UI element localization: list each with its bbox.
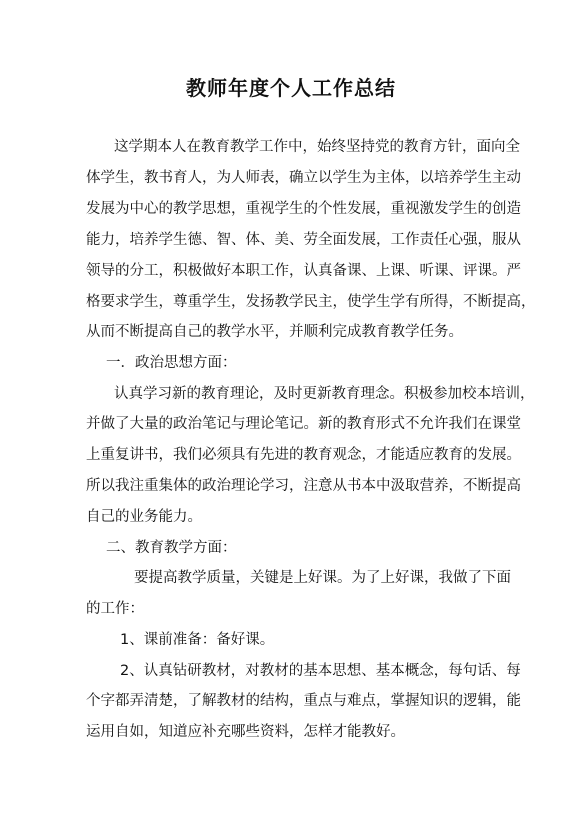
- list-item-prepare: 1、课前准备：备好课。: [120, 632, 275, 648]
- intro-line: 体学生，教书育人，为人师表，确立以学生为主体，以培养学生主动: [86, 170, 521, 186]
- list-item-study-line: 2、认真钻研教材，对教材的基本思想、基本概念，每句话、每: [120, 663, 521, 679]
- section-heading-politics: 一．政治思想方面：: [106, 355, 237, 371]
- section2-line: 的工作：: [86, 601, 144, 617]
- section2-line: 要提高教学质量，关键是上好课。为了上好课，我做了下面: [134, 570, 511, 586]
- list-item-study-line: 个字都弄清楚，了解教材的结构，重点与难点，掌握知识的逻辑，能: [86, 693, 521, 709]
- intro-line: 领导的分工，积极做好本职工作，认真备课、上课、听课、评课。严: [86, 263, 521, 279]
- section1-line: 认真学习新的教育理论，及时更新教育理念。积极参加校本培训，: [114, 386, 535, 402]
- intro-line: 这学期本人在教育教学工作中，始终坚持党的教育方针，面向全: [114, 139, 520, 155]
- section1-line: 自己的业务能力。: [86, 509, 202, 525]
- section-heading-teaching: 二、教育教学方面：: [106, 540, 237, 556]
- section1-line: 所以我注重集体的政治理论学习，注意从书本中汲取营养，不断提高: [86, 478, 521, 494]
- intro-line: 能力，培养学生德、智、体、美、劳全面发展，工作责任心强，服从: [86, 232, 521, 248]
- document-title: 教师年度个人工作总结: [186, 76, 396, 100]
- section1-line: 上重复讲书，我们必须具有先进的教育观念，才能适应教育的发展。: [86, 447, 521, 463]
- intro-line: 发展为中心的教学思想，重视学生的个性发展，重视激发学生的创造: [86, 201, 521, 217]
- intro-line: 格要求学生，尊重学生，发扬教学民主，使学生学有所得，不断提高，: [86, 294, 536, 310]
- section1-line: 并做了大量的政治笔记与理论笔记。新的教育形式不允许我们在课堂: [86, 416, 521, 432]
- intro-line: 从而不断提高自己的教学水平，并顺利完成教育教学任务。: [86, 324, 463, 340]
- list-item-study-line: 运用自如，知道应补充哪些资料，怎样才能教好。: [86, 724, 405, 740]
